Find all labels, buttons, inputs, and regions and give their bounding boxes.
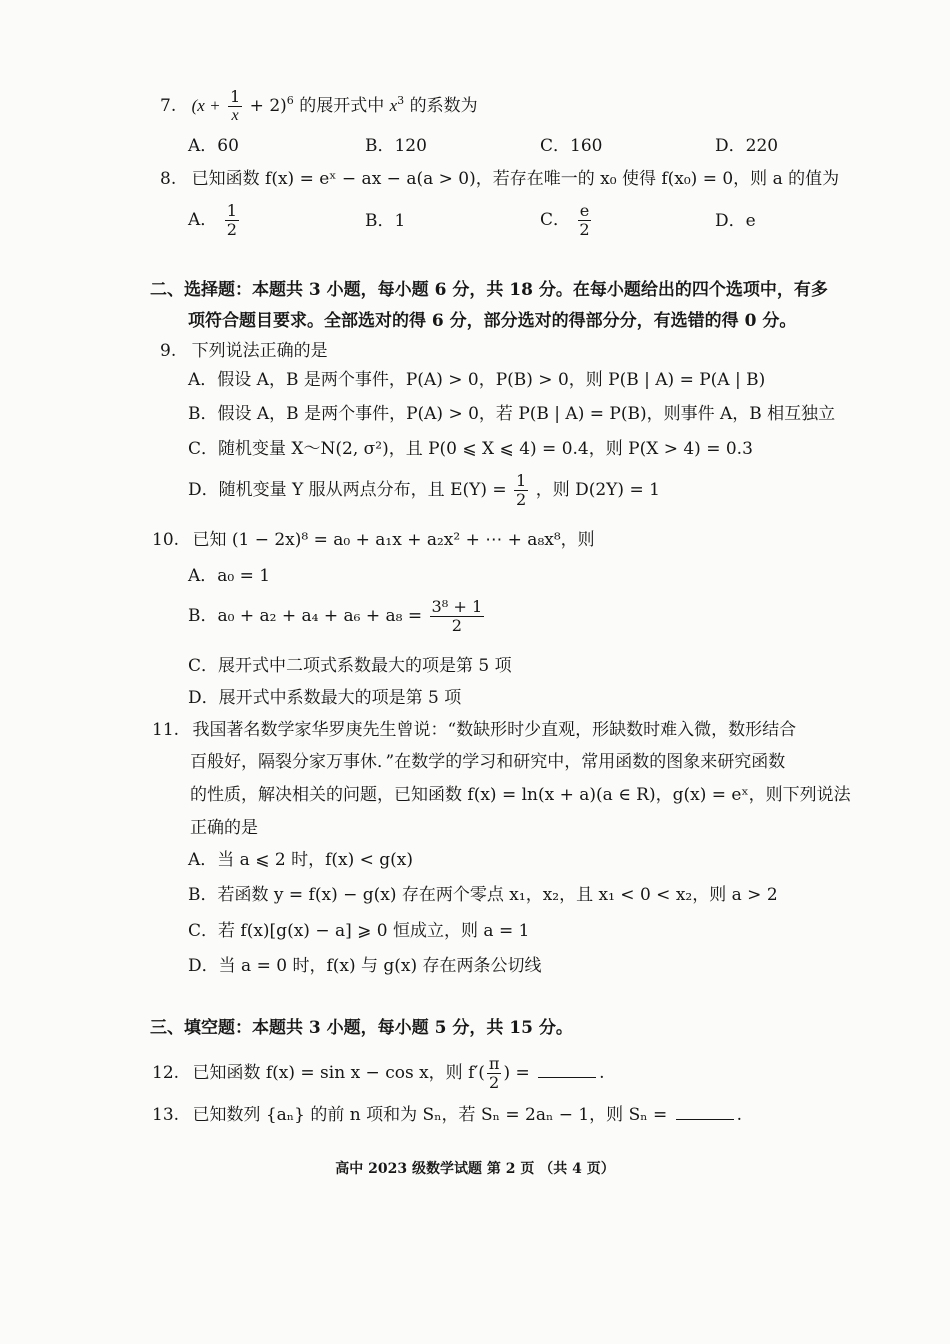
q11-option-c: C．若 f(x)[g(x) − a] ⩾ 0 恒成立，则 a = 1: [188, 921, 530, 941]
q11-line2: 百般好，隔裂分家万事休．”在数学的学习和研究中，常用函数的图象来研究函数: [190, 752, 786, 772]
page-footer: 高中 2023 级数学试题 第 2 页 （共 4 页）: [335, 1161, 615, 1177]
q12-fraction: [487, 1055, 502, 1092]
q10-stem: [152, 530, 595, 550]
q8-number: 8.: [160, 169, 177, 189]
q7-frac-den: x: [231, 106, 239, 124]
q12-pre: 已知函数 f(x) = sin x − cos x，则 f′(: [192, 1062, 485, 1083]
q10-option-b-pre: B．a₀ + a₂ + a₄ + a₆ + a₈ =: [188, 605, 423, 626]
section2-line2: 项符合题目要求。全部选对的得 6 分，部分选对的得部分分，有选错的得 0 分。: [188, 311, 797, 331]
q10-option-c: C．展开式中二项式系数最大的项是第 5 项: [188, 656, 512, 676]
q8-option-a-fraction: [225, 202, 239, 239]
q10-option-b-num: 3⁸ + 1: [431, 597, 483, 616]
q11-text-line1: 我国著名数学家华罗庚先生曾说：“数缺形时少直观，形缺数时难入微，数形结合: [192, 720, 797, 740]
q13-number: 13.: [152, 1105, 180, 1125]
q12-post: ) =: [503, 1062, 530, 1083]
q7-expr-close: + 2): [249, 95, 287, 116]
q9-option-c: C．随机变量 X～N(2, σ²)，且 P(0 ⩽ X ⩽ 4) = 0.4，则 P(X > 4) = 0.3: [188, 439, 753, 459]
q8-option-c-fraction: [577, 202, 591, 239]
q10-text: 已知 (1 − 2x)⁸ = a₀ + a₁x + a₂x² + ⋯ + a₈x⁸，则: [192, 530, 595, 550]
q9-stem: [160, 341, 328, 361]
q11-option-a: A．当 a ⩽ 2 时，f(x) < g(x): [188, 850, 414, 870]
q12-stem: [152, 1055, 605, 1092]
q7-option-b: B．120: [365, 136, 427, 156]
q11-option-b: B．若函数 y = f(x) − g(x) 存在两个零点 x₁，x₂，且 x₁ < 0 < x₂，则 a > 2: [188, 885, 778, 905]
q7-text-mid: 的展开式中: [299, 95, 385, 116]
q7-expr-open: (x +: [191, 95, 221, 115]
q8-option-a: [188, 202, 241, 239]
q11-line3: 的性质，解决相关的问题，已知函数 f(x) = ln(x + a)(a ∈ R)，g(x) = eˣ，则下列说法: [190, 785, 851, 805]
q8-option-c-den: 2: [579, 219, 590, 239]
q13-answer-blank[interactable]: [676, 1119, 734, 1120]
q8-option-d: D．e: [715, 211, 756, 231]
q7-number: 7.: [160, 95, 177, 116]
q11-line1: [152, 720, 796, 740]
q8-option-a-den: 2: [226, 219, 237, 239]
q8-text: 已知函数 f(x) = eˣ − ax − a(a > 0)，若存在唯一的 x₀ 使得 f(x₀) = 0，则 a 的值为: [191, 169, 840, 189]
q8-option-c-num: e: [579, 201, 590, 220]
q7-stem: [160, 88, 478, 125]
q12-end: .: [599, 1062, 605, 1083]
q12-frac-den: 2: [489, 1072, 500, 1092]
q7-exponent: 6: [286, 94, 294, 108]
q7-option-d: D．220: [715, 136, 779, 156]
q12-answer-blank[interactable]: [538, 1077, 596, 1078]
q12-frac-num: π: [488, 1054, 500, 1073]
section3-line1: 三、填空题：本题共 3 小题，每小题 5 分，共 15 分。: [150, 1018, 573, 1038]
q7-var: x: [389, 95, 398, 115]
q9-option-d-num: 1: [516, 471, 527, 490]
q7-var-exp: 3: [397, 94, 405, 108]
q7-fraction: [228, 88, 242, 125]
q8-option-a-label: A．: [188, 209, 218, 230]
q13-stem: [152, 1105, 742, 1125]
q8-stem: [160, 169, 839, 189]
q9-option-d: [188, 472, 660, 509]
q10-number: 10.: [152, 530, 180, 550]
q7-frac-num: 1: [229, 87, 241, 106]
q9-option-d-den: 2: [516, 489, 527, 509]
q12-number: 12.: [152, 1062, 180, 1083]
q9-option-d-pre: D．随机变量 Y 服从两点分布，且 E(Y) =: [188, 479, 507, 500]
q8-option-a-num: 1: [226, 201, 237, 220]
q8-option-c: [540, 202, 594, 239]
q8-option-b: B．1: [365, 211, 406, 231]
q9-number: 9.: [160, 341, 177, 361]
q11-line4: 正确的是: [190, 818, 258, 838]
q9-option-b: B．假设 A，B 是两个事件，P(A) > 0，若 P(B | A) = P(B)，则事件 A，B 相互独立: [188, 404, 836, 424]
q11-option-d: D．当 a = 0 时，f(x) 与 g(x) 存在两条公切线: [188, 956, 542, 976]
q9-option-a: A．假设 A，B 是两个事件，P(A) > 0，P(B) > 0，则 P(B | A) = P(A | B): [188, 370, 766, 390]
q10-option-b-den: 2: [451, 615, 463, 635]
q8-option-c-label: C．: [540, 209, 571, 230]
q11-number: 11.: [152, 720, 180, 740]
section2-line1: 二、选择题：本题共 3 小题，每小题 6 分，共 18 分。在每小题给出的四个选项中，有多: [150, 280, 828, 300]
q9-option-d-fraction: [514, 472, 528, 509]
q9-text: 下列说法正确的是: [191, 341, 328, 361]
q10-option-b-fraction: [430, 598, 485, 635]
q13-end: .: [736, 1105, 743, 1125]
q9-option-d-post: ，则 D(2Y) = 1: [535, 479, 660, 500]
q10-option-b: [188, 598, 486, 635]
q13-pre: 已知数列 {aₙ} 的前 n 项和为 Sₙ，若 Sₙ = 2aₙ − 1，则 Sₙ =: [192, 1105, 668, 1125]
q7-option-a: A．60: [188, 136, 239, 156]
q10-option-a: A．a₀ = 1: [188, 566, 271, 586]
q7-option-c: C．160: [540, 136, 603, 156]
q10-option-d: D．展开式中系数最大的项是第 5 项: [188, 688, 462, 708]
q7-text-end: 的系数为: [409, 95, 478, 116]
